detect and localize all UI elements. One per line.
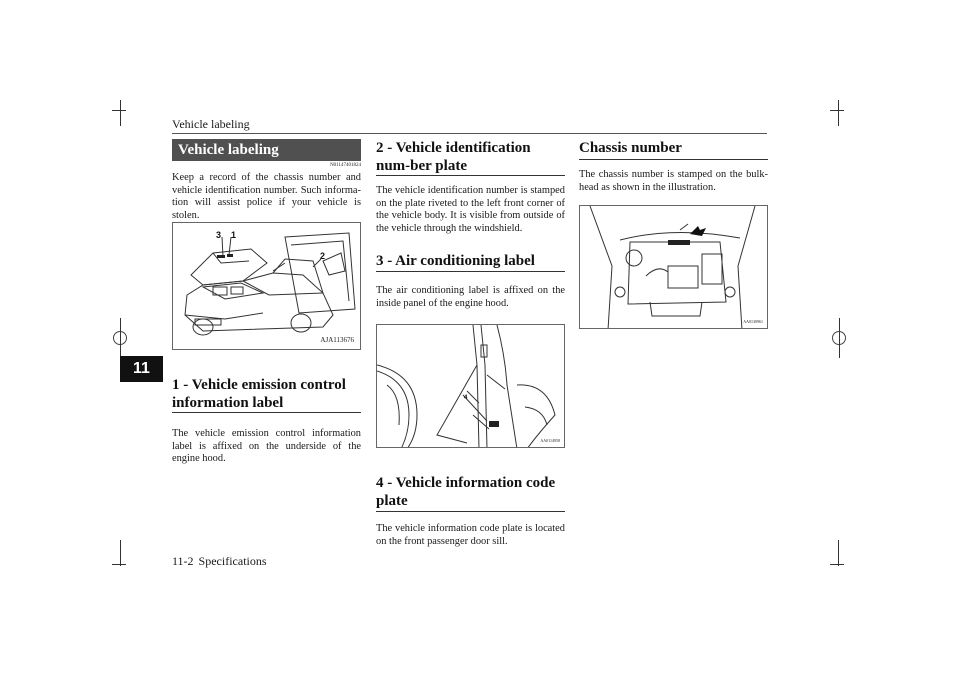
chassis-number-paragraph: The chassis number is stamped on the bulk-head as shown in the illustration. [579,169,768,193]
engine-bay-drawing [580,206,768,329]
callout-3: 3 [216,230,222,240]
registration-line-left [120,318,121,358]
section3-heading: 3 - Air conditioning label [376,253,535,269]
section1-heading: 1 - Vehicle emission control information label [172,377,346,411]
header-rule [172,133,767,134]
door-drawing [377,325,565,448]
section1-paragraph: The vehicle emission control information label is affixed on the underside of the engine hood. [172,428,361,465]
vehicle-labeling-heading: Vehicle labeling [172,139,361,161]
car-labels-illustration [172,222,361,350]
intro-paragraph: Keep a record of the chassis number and vehicle identification number. Such informa-tion will assist police if your vehicle is stolen. [172,172,361,221]
callout-4: 4 [464,395,468,401]
section4-paragraph: The vehicle information code plate is located on the front passenger door sill. [376,523,565,547]
car-drawing [173,223,361,350]
section4-rule [376,511,565,512]
registration-line-right [839,318,840,358]
section2-rule [376,175,565,176]
section3-paragraph: The air conditioning label is affixed on the inside panel of the engine hood. [376,285,565,309]
door-sill-illustration [376,324,565,448]
section3-rule [376,271,565,272]
page-footer: 11-2 Specifications [172,554,267,568]
section2-paragraph: The vehicle identification number is stamped on the plate riveted to the left front corner of the vehicle body. It is visible from outside of the vehicle through the windshield. [376,185,565,234]
callout-1: 1 [231,230,237,240]
section4-heading: 4 - Vehicle information code plate [376,475,556,509]
figure-code-3: AA0130961 [743,319,763,324]
callout-2: 2 [320,251,326,261]
chassis-number-rule [579,159,768,160]
chapter-tab: 11 [120,356,163,382]
figure-code-2: AA0114958 [540,438,560,443]
section2-heading: 2 - Vehicle identification num-ber plate [376,140,531,174]
running-head: Vehicle labeling [172,117,250,131]
chassis-number-heading: Chassis number [579,140,682,156]
section1-rule [172,412,361,413]
figure-code: AJA113676 [320,336,354,344]
engine-bay-illustration [579,205,768,329]
reference-code: N01147401824 [330,163,361,168]
